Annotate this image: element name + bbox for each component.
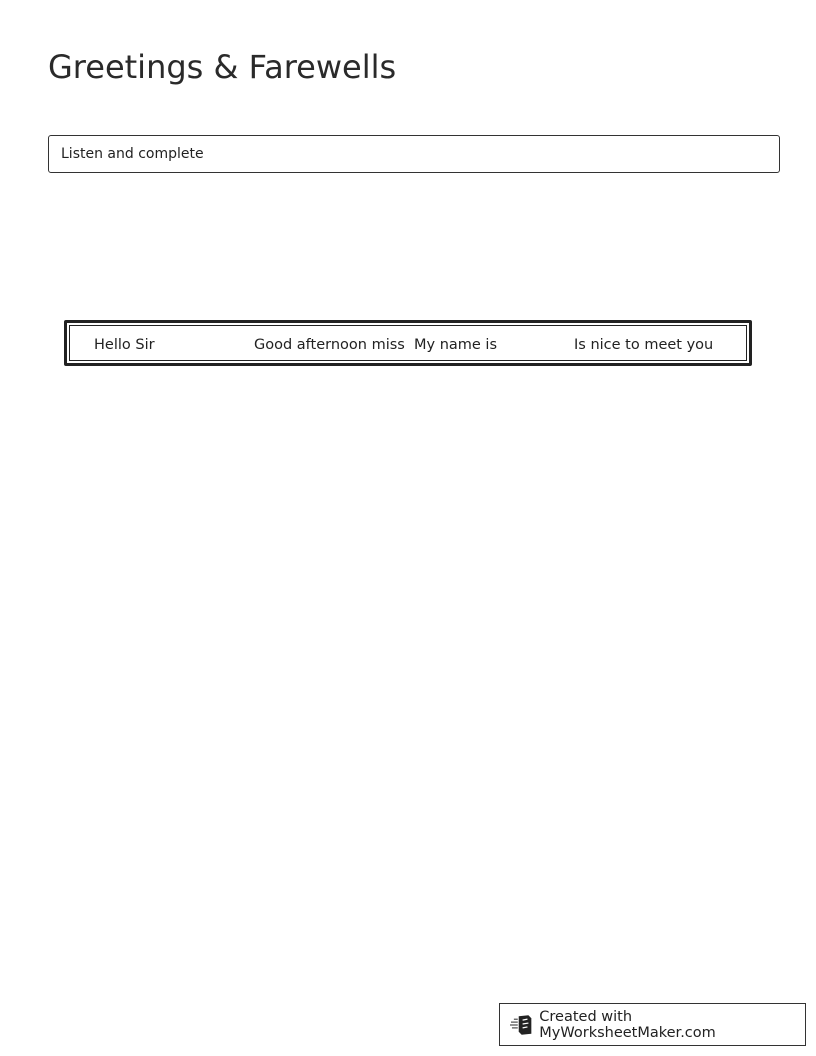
- instruction-text: Listen and complete: [61, 146, 204, 162]
- worksheet-logo-icon: [510, 1014, 533, 1036]
- instruction-box: [48, 135, 780, 173]
- word-bank-item: Good afternoon miss: [254, 337, 405, 353]
- word-bank-item: Is nice to meet you: [574, 337, 714, 353]
- footer-credit[interactable]: [499, 1003, 806, 1046]
- word-bank: [64, 320, 752, 366]
- word-bank-item: Hello Sir: [94, 337, 155, 353]
- footer-text: Created with MyWorksheetMaker.com: [539, 1008, 716, 1041]
- word-bank-inner-border: [69, 325, 747, 361]
- page-title: Greetings & Farewells: [48, 48, 397, 86]
- word-bank-item: My name is: [414, 337, 498, 353]
